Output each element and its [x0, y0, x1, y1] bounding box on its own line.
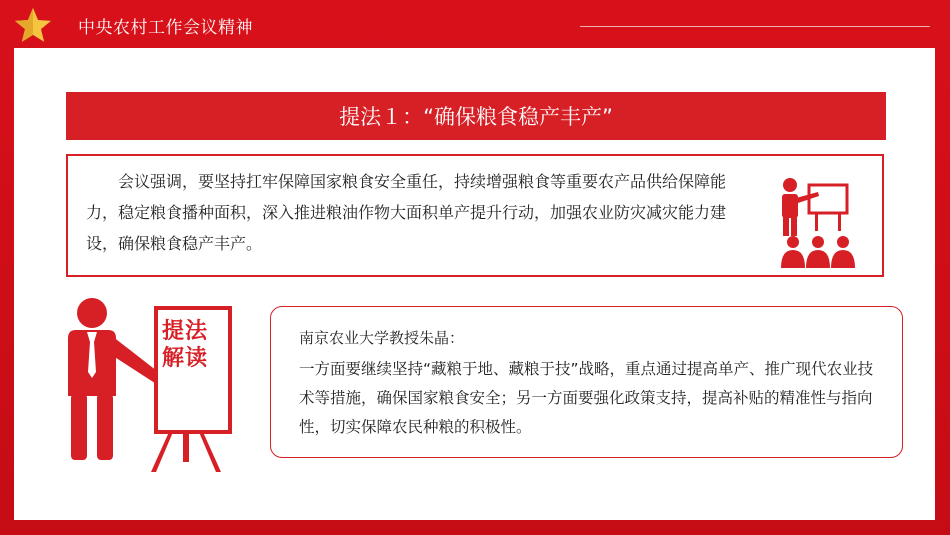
quote-source: 南京农业大学教授朱晶：: [299, 329, 465, 347]
header-divider: [580, 26, 930, 27]
section-banner: 提法１：“确保粮食稳产丰产”: [66, 92, 886, 140]
star-icon: [14, 6, 52, 44]
quote-box: [270, 306, 903, 458]
summary-text: 会议强调，要坚持扛牢保障国家粮食安全重任，持续增强粮食等重要农产品供给保障能力，稳定粮食播种面积，深入推进粮油作物大面积单产提升行动，加强农业防灾减灾能力建设，确保粮食稳产丰产。: [86, 172, 727, 253]
board-label: [162, 318, 208, 372]
header-bar: [0, 0, 950, 48]
summary-box: [66, 154, 884, 277]
quote-text: 一方面要继续坚持“藏粮于地、藏粮于技”战略，重点通过提高单产、推广现代农业技术等措施，确保国家粮食安全；另一方面要强化政策支持，提高补贴的精准性与指向性，切实保障农民种粮的积极性。: [299, 360, 874, 436]
board-label-line2: 解读: [162, 346, 209, 371]
page-title: 中央农村工作会议精神: [78, 18, 253, 38]
teacher-audience-icon: [768, 176, 868, 268]
board-label-line1: 提法: [162, 319, 209, 344]
content-panel: [14, 48, 935, 520]
